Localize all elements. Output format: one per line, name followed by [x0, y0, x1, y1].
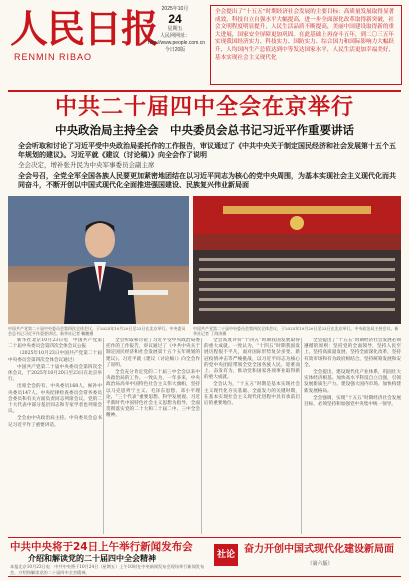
plenary-hall-photo	[193, 196, 401, 324]
article-paragraph: 全会由中央政治局主持。中央委员会总书记习近平作了重要讲话。	[8, 416, 102, 428]
column-divider	[103, 338, 104, 534]
article-paragraph: 全会充分肯定党的二十届三中全会以来中央政治局的工作。一致认为，一年多来，中央政治局高举中国特色社会主义伟大旗帜，坚持以马克思列宁主义、毛泽东思想、邓小平理论、“三个代表”重要思想、科学发展观、习近平新时代中国特色社会主义思想为指导，全面贯彻落实党的二十大和二十届二中、三中全会精神。	[106, 370, 200, 419]
column-divider	[301, 338, 302, 534]
issue-line: http://www.people.com.cn	[148, 40, 205, 46]
issue-line: 人民网网址：	[159, 33, 190, 39]
speaker-photo	[8, 196, 189, 324]
article-column	[106, 338, 200, 536]
article-paragraph: 出席全会的有，中央委员168人，候补中央委员147人。中央纪律检查委员会常务委员会委员和有关方面负责同志列席会议。党的二十大代表中部分基层同志和专家学者也列席会议。	[8, 384, 102, 415]
photo-caption: 中国共产党第二十届中央委员会第四次全体会议，于2025年10月20日至23日在北京举行。中央委员会总书记习近平作重要讲话。新华社记者 鞠鹏摄	[8, 326, 186, 336]
article-paragraph: 全会提出，建设现代化产业体系，巩固壮大实体经济根基。加快高水平科技自立自强，引领发展新质生产力。建设强大国内市场，加快构建新发展格局。	[304, 370, 401, 394]
article-paragraph: 全会强调，实现“十五五”时期经济社会发展目标，必须坚持和加强党中央集中统一领导。	[304, 395, 401, 408]
masthead	[0, 0, 409, 90]
article-column	[8, 338, 102, 536]
masthead-divider	[8, 90, 401, 92]
speaker-photo-illustration	[8, 196, 189, 324]
article-paragraph: 新华社北京10月23日电 中国共产党第二十届中央委员会第四次全体会议公报	[8, 338, 102, 350]
newspaper-logo-latin: RENMIN RIBAO	[14, 52, 93, 62]
article-column	[204, 338, 300, 536]
issue-meta	[148, 6, 205, 54]
press-conference-body: 本报北京10月23日电 中共中央将于10月24日（星期五）上午10时在中央新闻发布会现场举行新闻发布会，介绍和解读党的二十届四中全会精神。	[10, 564, 205, 575]
editorial-tag: 社论	[214, 544, 238, 566]
photo-caption: 中国共产党第二十届中央委员会第四次全体会议，于2025年10月20日至23日在北京举行。中央政治局主持会议。新华社记者 丁海涛摄	[193, 326, 399, 336]
editorial-headline: 奋力开创中国式现代化建设新局面	[244, 544, 394, 555]
lead-paragraph: 全会听取和讨论了习近平受中央政治局委托作的工作报告，审议通过了《中共中央关于制定国民经济和社会发展第十五个五年规划的建议》。习近平就《建议（讨论稿）》向全会作了说明	[18, 141, 396, 159]
article-paragraph: 中国共产党第二十届中央委员会第四次全体会议，于2025年10月20日至23日在北京举行。	[8, 364, 102, 383]
issue-line: 今日20版	[164, 47, 186, 53]
lead-paragraph: 全会决定，增补张升民为中央军事委员会副主席	[18, 161, 155, 169]
weekday: 星期五	[167, 26, 183, 32]
editorial-page-note: （第六版）	[307, 561, 333, 567]
date-day: 24	[168, 12, 182, 26]
article-paragraph: 全会高度评价“十四五”时期我国发展取得的重大成就。一致认为，“十四五”时期我国发展历程很不平凡，面对国际形势复杂多变、新冠疫情冲击等严峻挑战，以习近平同志为核心的党中央团结带领全党全国各族人民，迎难而上、奋发有为，推动党和国家各项事业取得新的重大成就。	[204, 338, 300, 381]
lead-paragraph: 全会号召，全党全军全国各族人民要更加紧密地团结在以习近平同志为核心的党中央周围，为基本实现社会主义现代化而共同奋斗，不断开创以中国式现代化全面推进强国建设、民族复兴伟业新局面	[18, 171, 396, 189]
main-headline: 中共二十届四中全会在京举行	[54, 95, 354, 120]
goals-summary-box: 全会提出了“十五五”时期经济社会发展的主要目标：高质量发展取得显著成效，科技自立自强水平大幅提高，进一步全面深化改革取得新突破，社会文明程度明显提升，人民生活品质不断提高，美丽中国建设取得新的重大进展，国家安全屏障更加巩固。在此基础上再奋斗五年，到二〇三五年实现我国经济实力、科技实力、国防实力、综合国力和国际影响力大幅跃升，人均国内生产总值达到中等发达国家水平，人民生活更加幸福美好，基本实现社会主义现代化	[210, 5, 402, 85]
article-paragraph: 全会提出了“十五五”时期经济社会发展必须遵循的原则：坚持党的全面领导，坚持人民至上，坚持高质量发展，坚持全面深化改革，坚持有效市场和有为政府相结合，坚持统筹发展和安全。	[304, 338, 401, 368]
column-divider	[201, 338, 202, 534]
press-conference-headline: 中共中央将于24日上午举行新闻发布会	[10, 541, 193, 553]
bottom-divider	[8, 537, 401, 538]
newspaper-logo: 人民日报	[10, 6, 159, 51]
footer-rule	[8, 576, 401, 577]
article-paragraph: （2025年10月23日中国共产党第二十届中央委员会第四次全体会议通过）	[8, 351, 102, 363]
date-line: 2025年10月	[161, 6, 189, 12]
article-column	[304, 338, 401, 536]
article-paragraph: 全会听取和讨论了习近平受中央政治局委托作的工作报告，审议通过了《中共中央关于制定国民经济和社会发展第十五个五年规划的建议》。习近平就《建议（讨论稿）》向全会作了说明。	[106, 338, 200, 368]
press-conference-subheadline: 介绍和解读党的二十届四中全会精神	[28, 554, 156, 563]
article-paragraph: 全会认为，“十五五”时期是基本实现社会主义现代化夯实基础、全面发力的关键时期，在基本实现社会主义现代化进程中具有承前启后的重要地位。	[204, 382, 300, 407]
sub-headline: 中央政治局主持全会 中央委员会总书记习近平作重要讲话	[55, 123, 354, 137]
plenary-hall-illustration	[193, 196, 401, 324]
